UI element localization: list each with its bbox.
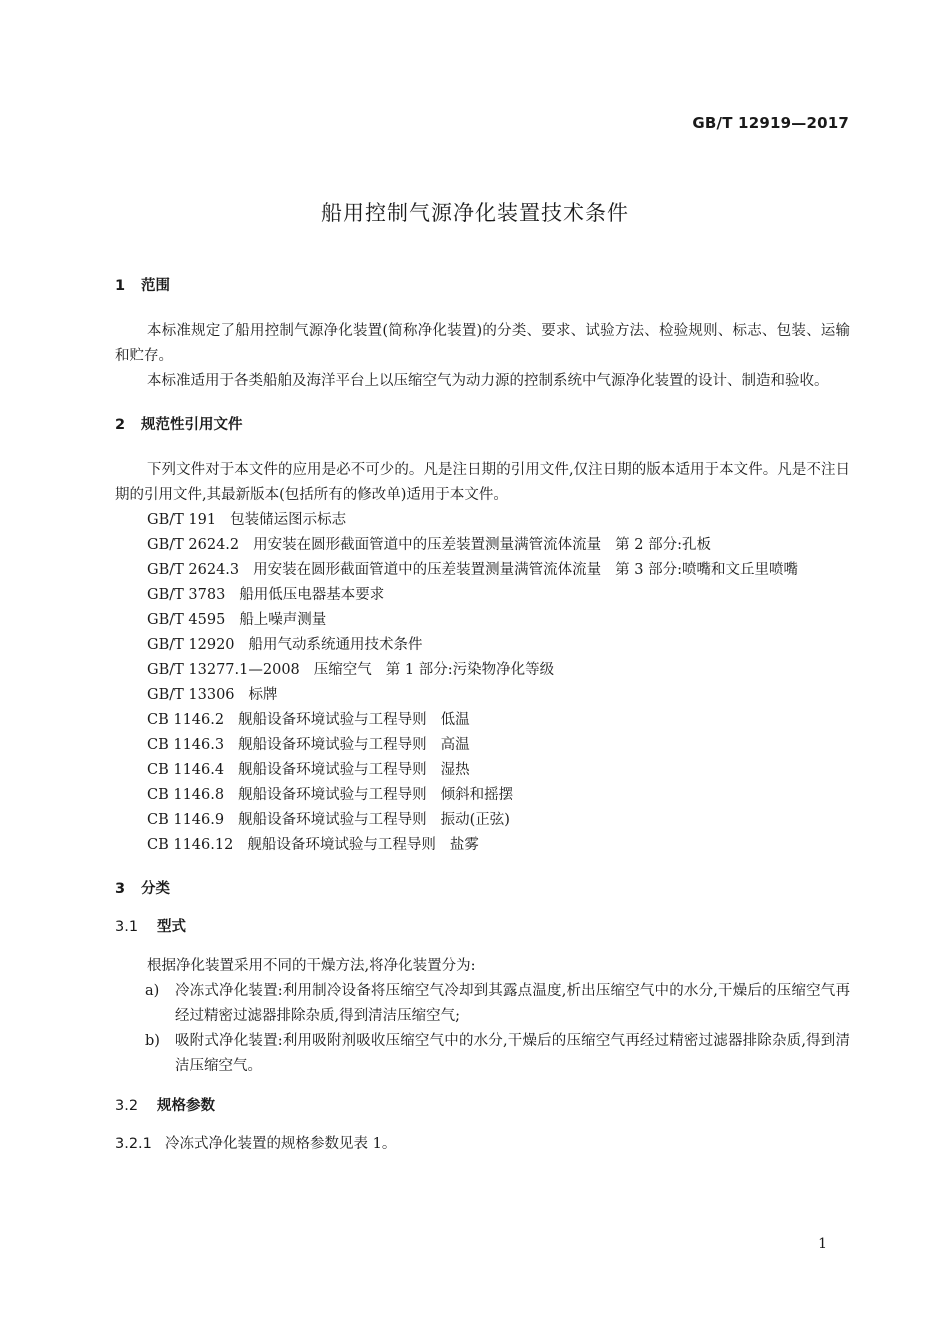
subsection-title: 规格参数 [157, 1098, 215, 1114]
list-item [115, 1029, 850, 1079]
paragraph: 本标准规定了船用控制气源净化装置(简称净化装置)的分类、要求、试验方法、检验规则、标志、包装、运输和贮存。 [115, 323, 850, 364]
reference-list [115, 508, 850, 858]
subsection-title: 型式 [157, 919, 186, 935]
reference-item: GB/T 2624.3 用安装在圆形截面管道中的压差装置测量满管流体流量 第 3 部分:喷嘴和文丘里喷嘴 [147, 562, 798, 578]
reference-item: GB/T 4595 船上噪声测量 [147, 612, 327, 628]
classification-list [115, 979, 850, 1079]
subsection-number: 3.1 [115, 919, 139, 935]
section-title: 分类 [141, 881, 170, 897]
paragraph: 本标准适用于各类船舶及海洋平台上以压缩空气为动力源的控制系统中气源净化装置的设计、制造和验收。 [147, 373, 829, 389]
section-1-heading [115, 275, 850, 297]
section-3-heading [115, 878, 850, 900]
list-marker: a) [145, 983, 160, 999]
reference-item: CB 1146.2 舰船设备环境试验与工程导则 低温 [147, 712, 470, 728]
reference-item: CB 1146.3 舰船设备环境试验与工程导则 高温 [147, 737, 470, 753]
list-marker: b) [145, 1033, 160, 1049]
subsection-3-1-heading [115, 916, 850, 938]
paragraph: 下列文件对于本文件的应用是必不可少的。凡是注日期的引用文件,仅注日期的版本适用于本文件。凡是不注日期的引用文件,其最新版本(包括所有的修改单)适用于本文件。 [115, 462, 850, 503]
section-title: 规范性引用文件 [141, 417, 243, 433]
reference-item: CB 1146.12 舰船设备环境试验与工程导则 盐雾 [147, 837, 479, 853]
subsection-3-2-heading [115, 1095, 850, 1117]
section-title: 范围 [141, 278, 170, 294]
list-text: 冷冻式净化装置:利用制冷设备将压缩空气冷却到其露点温度,析出压缩空气中的水分,干燥后的压缩空气再经过精密过滤器排除杂质,得到清洁压缩空气; [175, 983, 850, 1024]
reference-item: CB 1146.9 舰船设备环境试验与工程导则 振动(正弦) [147, 812, 510, 828]
paragraph: 根据净化装置采用不同的干燥方法,将净化装置分为: [147, 958, 476, 974]
section-number: 3 [115, 881, 126, 897]
clause-text: 冷冻式净化装置的规格参数见表 1。 [165, 1136, 397, 1152]
section-number: 2 [115, 417, 126, 433]
document-body [115, 275, 850, 1155]
standard-code: GB/T 12919—2017 [692, 114, 849, 132]
reference-item: CB 1146.8 舰船设备环境试验与工程导则 倾斜和摇摆 [147, 787, 514, 803]
page-number: 1 [818, 1236, 827, 1252]
reference-item: CB 1146.4 舰船设备环境试验与工程导则 湿热 [147, 762, 470, 778]
reference-item: GB/T 13277.1—2008 压缩空气 第 1 部分:污染物净化等级 [147, 662, 555, 678]
clause-number: 3.2.1 [115, 1136, 152, 1152]
reference-item: GB/T 191 包装储运图示标志 [147, 512, 347, 528]
clause-3-2-1 [115, 1133, 850, 1155]
list-text: 吸附式净化装置:利用吸附剂吸收压缩空气中的水分,干燥后的压缩空气再经过精密过滤器排除杂质,得到清洁压缩空气。 [175, 1033, 850, 1074]
list-item [115, 979, 850, 1029]
reference-item: GB/T 13306 标牌 [147, 687, 278, 703]
reference-item: GB/T 12920 船用气动系统通用技术条件 [147, 637, 423, 653]
reference-item: GB/T 2624.2 用安装在圆形截面管道中的压差装置测量满管流体流量 第 2 部分:孔板 [147, 537, 711, 553]
subsection-number: 3.2 [115, 1098, 139, 1114]
reference-item: GB/T 3783 船用低压电器基本要求 [147, 587, 385, 603]
document-title: 船用控制气源净化装置技术条件 [321, 201, 629, 225]
section-2-heading [115, 414, 850, 436]
section-number: 1 [115, 278, 126, 294]
